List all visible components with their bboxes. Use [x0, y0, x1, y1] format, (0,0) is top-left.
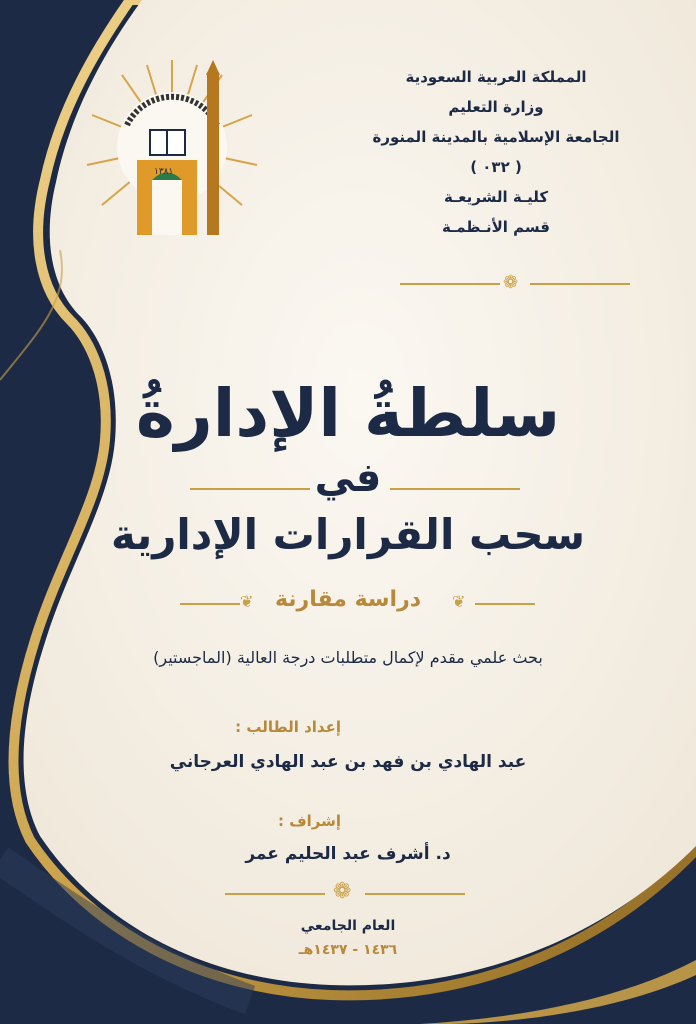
footer-divider-right: [365, 893, 465, 895]
logo-year: ١٣٨١: [154, 167, 174, 177]
academic-year-label: العام الجامعي: [300, 918, 396, 934]
institution-header: [366, 62, 626, 242]
ornament-left-icon: ❦: [240, 592, 254, 611]
academic-year-value: ١٤٣٦ - ١٤٣٧هـ: [298, 942, 398, 958]
research-purpose: بحث علمي مقدم لإكمال متطلبات درجة العالية (الماجستير): [153, 648, 543, 667]
main-title: سلطةُ الإدارةُ: [135, 375, 561, 452]
subtitle-line-right: [475, 603, 535, 605]
college-name: كليـة الشريعـة: [443, 188, 549, 206]
header-divider-left: [400, 283, 500, 285]
student-label: إعداد الطالب :: [235, 718, 341, 736]
flower-ornament-icon: ❁: [333, 879, 352, 904]
country-name: المملكة العربية السعودية: [405, 68, 587, 86]
footer-divider-left: [225, 893, 325, 895]
department-name: قسم الأنـظمـة: [441, 218, 551, 236]
university-name: الجامعة الإسلامية بالمدينة المنورة: [372, 128, 620, 146]
code-number: ( ٠٣٢ ): [470, 158, 522, 176]
ministry-name: وزارة التعليم: [448, 98, 544, 116]
subtitle: دراسة مقارنة: [274, 587, 422, 612]
title-divider-right: [390, 488, 520, 490]
supervisor-label: إشراف :: [277, 812, 341, 830]
second-title: سحب القرارات الإدارية: [110, 510, 586, 559]
ornament-icon: ❁: [503, 272, 519, 293]
university-logo: [82, 55, 262, 240]
title-connector: في: [314, 455, 382, 501]
student-name: عبد الهادي بن فهد بن عبد الهادي العرجاني: [169, 752, 527, 772]
ornament-right-icon: ❦: [452, 592, 466, 611]
header-divider-right: [530, 283, 630, 285]
supervisor-name: د. أشرف عبد الحليم عمر: [245, 844, 451, 864]
